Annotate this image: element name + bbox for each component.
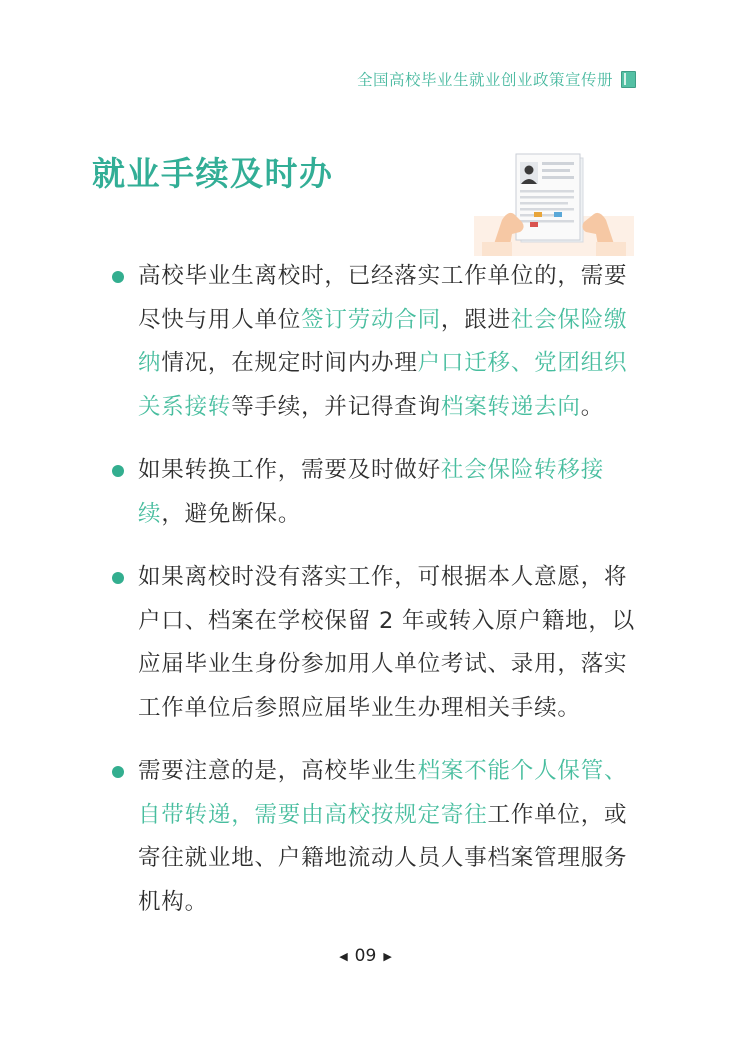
list-item [108, 556, 643, 730]
page-indicator [0, 946, 731, 966]
bullet-icon [112, 465, 124, 477]
triangle-left-icon: ◀ [339, 949, 348, 963]
resume-tab [530, 222, 538, 227]
resume-tab [534, 212, 542, 217]
resume-line [520, 202, 568, 205]
policy-list [108, 255, 643, 924]
resume-line [520, 208, 574, 211]
body-text: 如果离校时没有落实工作，可根据本人意愿，将户口、档案在学校保留 2 年或转入原户籍地，以应届毕业生身份参加用人单位考试、录用，落实工作单位后参照应届毕业生办理相关手续。 [138, 564, 636, 721]
list-item [108, 750, 643, 924]
body-text: 等手续，并记得查询 [231, 393, 441, 420]
triangle-right-icon: ▶ [383, 949, 392, 963]
body-text: 需要注意的是，高校毕业生 [138, 758, 418, 784]
resume-line [542, 162, 574, 165]
resume-photo-head [525, 166, 534, 175]
highlighted-text: 签订劳动合同 [301, 306, 441, 333]
resume-line [542, 176, 574, 179]
body-text: 高校毕业生离校时，已经落实工作单位的，需要尽快与用人单位 [138, 263, 628, 333]
page-number: 09 [354, 946, 377, 966]
body-text: ，避免断保。 [161, 500, 302, 527]
body-text: ，跟进 [440, 306, 511, 333]
page-title: 就业手续及时办 [92, 154, 334, 193]
list-item [108, 449, 643, 536]
resume-tab [554, 212, 562, 217]
highlighted-text: 档案转递去向 [440, 393, 581, 420]
bullet-icon [112, 766, 124, 778]
highlighted-text: 户口迁移、党团组织关系接转 [138, 350, 628, 420]
highlighted-text: 社会保险转移接续 [138, 457, 605, 527]
body-text: 如果转换工作，需要及时做好 [138, 457, 441, 483]
highlighted-text: 档案不能个人保管、自带转递，需要由高校按规定寄往 [138, 758, 628, 828]
left-sleeve [482, 242, 512, 256]
series-title: 全国高校毕业生就业创业政策宣传册 [356, 71, 613, 89]
resume-in-hands-illustration [474, 150, 634, 256]
body-text: 工作单位，或寄往就业地、户籍地流动人员人事档案管理服务机构。 [138, 801, 628, 915]
resume-line [542, 169, 570, 172]
highlighted-text: 社会保险缴纳 [138, 306, 628, 376]
resume-line [520, 196, 574, 199]
body-text: 情况，在规定时间内办理 [161, 350, 418, 376]
body-text: 。 [580, 393, 605, 420]
right-sleeve [596, 242, 626, 256]
resume-line [520, 220, 574, 223]
page-header [357, 68, 636, 90]
bullet-icon [112, 572, 124, 584]
bullet-icon [112, 271, 124, 283]
list-item [108, 255, 643, 429]
resume-line [520, 190, 574, 193]
book-icon [621, 71, 636, 88]
